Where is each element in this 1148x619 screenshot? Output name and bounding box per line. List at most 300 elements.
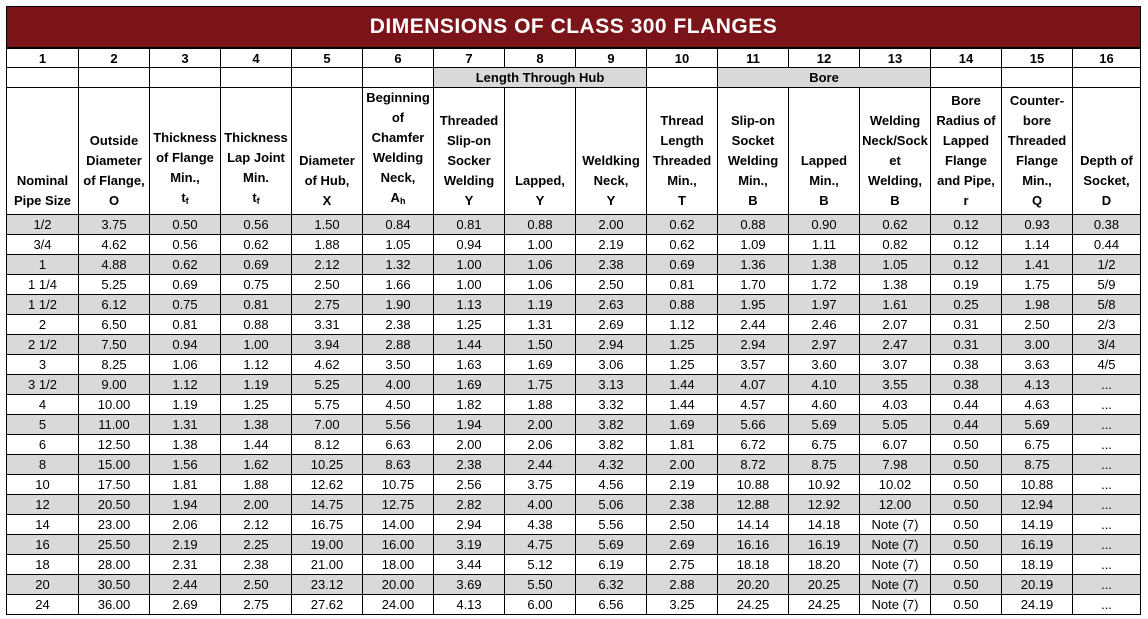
table-cell: 0.50 — [931, 515, 1002, 535]
table-cell: 0.50 — [931, 475, 1002, 495]
table-cell: 4.13 — [1002, 375, 1073, 395]
table-cell: 0.38 — [931, 375, 1002, 395]
table-cell: 1.14 — [1002, 235, 1073, 255]
table-cell: 3.75 — [505, 475, 576, 495]
symbol-subscript: f — [185, 196, 189, 206]
table-title: DIMENSIONS OF CLASS 300 FLANGES — [6, 6, 1141, 48]
table-cell: 5.25 — [79, 275, 150, 295]
table-cell: 16.16 — [718, 535, 789, 555]
table-cell: 1.19 — [505, 295, 576, 315]
column-header — [1002, 88, 1073, 215]
table-cell: 0.44 — [931, 415, 1002, 435]
table-cell: 1.38 — [221, 415, 292, 435]
table-cell: 4.00 — [363, 375, 434, 395]
table-cell: 1.41 — [1002, 255, 1073, 275]
header-line: Counter- — [1009, 93, 1065, 108]
table-cell: 18.20 — [789, 555, 860, 575]
table-cell: 16.19 — [1002, 535, 1073, 555]
table-cell: 6.72 — [718, 435, 789, 455]
table-cell: 24.00 — [363, 595, 434, 615]
group-empty-cell — [1002, 68, 1073, 88]
table-cell: 0.69 — [221, 255, 292, 275]
column-header — [7, 88, 79, 215]
table-row — [7, 575, 1141, 595]
table-cell: 4.07 — [718, 375, 789, 395]
table-cell: 10.75 — [363, 475, 434, 495]
table-cell: 1.88 — [221, 475, 292, 495]
column-number: 2 — [79, 49, 150, 68]
table-cell: 2.19 — [576, 235, 647, 255]
symbol-text: Y — [606, 193, 616, 208]
table-cell: 0.93 — [1002, 215, 1073, 235]
table-row — [7, 255, 1141, 275]
table-cell: ... — [1073, 455, 1141, 475]
symbol-text: r — [963, 193, 969, 208]
table-cell: 1.31 — [505, 315, 576, 335]
table-cell: 24.19 — [1002, 595, 1073, 615]
table-cell: 6.19 — [576, 555, 647, 575]
table-cell: 1.66 — [363, 275, 434, 295]
table-cell: 5.56 — [576, 515, 647, 535]
header-line: Slip-on — [730, 113, 776, 128]
header-line: Bore — [951, 93, 981, 108]
table-cell: 3.25 — [647, 595, 718, 615]
group-empty-cell — [7, 68, 79, 88]
table-cell: 3.13 — [576, 375, 647, 395]
table-cell: 2.31 — [150, 555, 221, 575]
header-line: bore — [1022, 113, 1052, 128]
header-line: Welding — [727, 153, 779, 168]
table-cell: 1/2 — [1073, 255, 1141, 275]
table-cell: 8.25 — [79, 355, 150, 375]
table-cell: 0.88 — [505, 215, 576, 235]
table-cell: 0.19 — [931, 275, 1002, 295]
table-cell: 1.31 — [150, 415, 221, 435]
table-cell: 6.12 — [79, 295, 150, 315]
header-line: Nominal — [16, 173, 69, 188]
table-cell: Note (7) — [860, 575, 931, 595]
pipe-size-cell: 3 — [7, 355, 79, 375]
table-cell: 1.88 — [505, 395, 576, 415]
column-number-row — [7, 49, 1141, 68]
column-number: 7 — [434, 49, 505, 68]
column-number: 9 — [576, 49, 647, 68]
table-cell: 8.12 — [292, 435, 363, 455]
column-header — [505, 88, 576, 215]
table-cell: 1.19 — [150, 395, 221, 415]
table-cell: 5.06 — [576, 495, 647, 515]
table-cell: 1.25 — [221, 395, 292, 415]
header-line: Socker — [447, 153, 491, 168]
header-line: Lap Joint — [227, 150, 285, 165]
table-cell: 1.62 — [221, 455, 292, 475]
table-cell: 10.00 — [79, 395, 150, 415]
table-cell: 0.12 — [931, 255, 1002, 275]
table-cell: 0.88 — [718, 215, 789, 235]
table-cell: 2.50 — [1002, 315, 1073, 335]
table-cell: 0.44 — [931, 395, 1002, 415]
table-row — [7, 275, 1141, 295]
table-cell: 3.82 — [576, 415, 647, 435]
table-cell: 2.38 — [221, 555, 292, 575]
table-cell: 1.98 — [1002, 295, 1073, 315]
table-cell: 12.62 — [292, 475, 363, 495]
table-cell: 4/5 — [1073, 355, 1141, 375]
table-cell: 3.07 — [860, 355, 931, 375]
header-line: of Hub, — [304, 173, 350, 188]
table-cell: ... — [1073, 555, 1141, 575]
table-cell: 4.57 — [718, 395, 789, 415]
pipe-size-cell: 16 — [7, 535, 79, 555]
column-header — [79, 88, 150, 215]
table-cell: 6.07 — [860, 435, 931, 455]
header-symbol — [789, 191, 859, 211]
table-cell: 24.25 — [718, 595, 789, 615]
header-line: Min., — [170, 170, 200, 185]
table-cell: 1.06 — [505, 255, 576, 275]
header-symbol — [434, 191, 504, 211]
table-cell: 4.63 — [1002, 395, 1073, 415]
table-cell: 4.38 — [505, 515, 576, 535]
table-row — [7, 455, 1141, 475]
table-cell: 1.25 — [647, 335, 718, 355]
table-cell: 2.12 — [221, 515, 292, 535]
column-number: 6 — [363, 49, 434, 68]
table-cell: 0.56 — [221, 215, 292, 235]
table-cell: 0.38 — [1073, 215, 1141, 235]
symbol-subscript: f — [256, 196, 260, 206]
table-cell: 1.00 — [434, 255, 505, 275]
table-cell: 20.19 — [1002, 575, 1073, 595]
table-cell: 19.00 — [292, 535, 363, 555]
table-cell: 16.19 — [789, 535, 860, 555]
table-cell: 5/8 — [1073, 295, 1141, 315]
table-cell: 7.00 — [292, 415, 363, 435]
pipe-size-cell: 20 — [7, 575, 79, 595]
table-cell: 0.50 — [931, 595, 1002, 615]
table-cell: 2.75 — [292, 295, 363, 315]
header-line: Flange — [945, 153, 987, 168]
pipe-size-cell: 2 1/2 — [7, 335, 79, 355]
table-cell: 1.44 — [434, 335, 505, 355]
header-line: of — [391, 110, 405, 125]
table-cell: ... — [1073, 515, 1141, 535]
table-cell: 30.50 — [79, 575, 150, 595]
table-cell: 18.00 — [363, 555, 434, 575]
table-cell: 8.75 — [789, 455, 860, 475]
table-cell: 8.63 — [363, 455, 434, 475]
table-cell: 7.98 — [860, 455, 931, 475]
table-cell: 0.75 — [150, 295, 221, 315]
table-cell: 2.44 — [718, 315, 789, 335]
table-cell: 36.00 — [79, 595, 150, 615]
group-length-through-hub: Length Through Hub — [434, 68, 647, 88]
table-cell: 0.62 — [647, 215, 718, 235]
table-cell: 14.75 — [292, 495, 363, 515]
table-cell: 16.00 — [363, 535, 434, 555]
table-cell: 1.82 — [434, 395, 505, 415]
table-cell: 2.46 — [789, 315, 860, 335]
table-cell: 25.50 — [79, 535, 150, 555]
header-line: Min., — [667, 173, 697, 188]
table-cell: 7.50 — [79, 335, 150, 355]
symbol-text: A — [390, 190, 400, 205]
table-cell: 2.19 — [647, 475, 718, 495]
table-cell: 2.38 — [576, 255, 647, 275]
table-cell: 0.25 — [931, 295, 1002, 315]
table-cell: 0.56 — [150, 235, 221, 255]
table-cell: 12.92 — [789, 495, 860, 515]
column-header — [647, 88, 718, 215]
header-line: Socket, — [1083, 173, 1130, 188]
header-symbol — [576, 191, 646, 211]
table-row — [7, 515, 1141, 535]
header-symbol — [79, 191, 149, 211]
table-cell: 2.88 — [363, 335, 434, 355]
pipe-size-cell: 8 — [7, 455, 79, 475]
table-row — [7, 315, 1141, 335]
group-header-row — [7, 68, 1141, 88]
table-cell: 20.20 — [718, 575, 789, 595]
table-row — [7, 535, 1141, 555]
table-cell: 14.00 — [363, 515, 434, 535]
column-number: 11 — [718, 49, 789, 68]
table-cell: 0.94 — [434, 235, 505, 255]
table-cell: 16.75 — [292, 515, 363, 535]
table-cell: 12.88 — [718, 495, 789, 515]
table-cell: 0.50 — [931, 495, 1002, 515]
header-line: Thread — [660, 113, 704, 128]
table-cell: Note (7) — [860, 595, 931, 615]
table-cell: 0.50 — [931, 535, 1002, 555]
column-header — [363, 88, 434, 215]
table-cell: 2.69 — [150, 595, 221, 615]
table-cell: 10.92 — [789, 475, 860, 495]
table-cell: 5.50 — [505, 575, 576, 595]
table-cell: 1.50 — [292, 215, 363, 235]
table-cell: 5/9 — [1073, 275, 1141, 295]
table-cell: ... — [1073, 475, 1141, 495]
table-cell: 1.72 — [789, 275, 860, 295]
group-empty-cell — [150, 68, 221, 88]
column-number: 8 — [505, 49, 576, 68]
table-cell: 28.00 — [79, 555, 150, 575]
pipe-size-cell: 1 1/2 — [7, 295, 79, 315]
table-cell: 2.94 — [718, 335, 789, 355]
header-symbol — [150, 188, 220, 211]
table-cell: 1.94 — [150, 495, 221, 515]
table-cell: 2.69 — [647, 535, 718, 555]
header-line: Min., — [1022, 173, 1052, 188]
pipe-size-cell: 3 1/2 — [7, 375, 79, 395]
table-cell: 2.00 — [647, 455, 718, 475]
table-cell: 1.44 — [221, 435, 292, 455]
header-line: Thickness — [153, 130, 217, 145]
header-line: Radius of — [936, 113, 996, 128]
table-cell: 0.69 — [150, 275, 221, 295]
table-cell: 12.50 — [79, 435, 150, 455]
column-number: 12 — [789, 49, 860, 68]
table-cell: 3.60 — [789, 355, 860, 375]
table-cell: 1.95 — [718, 295, 789, 315]
table-cell: 23.00 — [79, 515, 150, 535]
table-cell: 1.38 — [860, 275, 931, 295]
column-number: 14 — [931, 49, 1002, 68]
table-cell: 3.55 — [860, 375, 931, 395]
table-cell: 5.69 — [1002, 415, 1073, 435]
table-cell: 10.88 — [718, 475, 789, 495]
table-cell: 12.94 — [1002, 495, 1073, 515]
table-cell: 3.44 — [434, 555, 505, 575]
table-cell: Note (7) — [860, 515, 931, 535]
table-row — [7, 355, 1141, 375]
table-cell: ... — [1073, 415, 1141, 435]
header-line: Depth of — [1080, 153, 1133, 168]
pipe-size-cell: 12 — [7, 495, 79, 515]
table-cell: 24.25 — [789, 595, 860, 615]
table-cell: 0.62 — [860, 215, 931, 235]
table-cell: 2.50 — [647, 515, 718, 535]
symbol-text: O — [108, 193, 120, 208]
column-header — [1073, 88, 1141, 215]
table-cell: 3.63 — [1002, 355, 1073, 375]
table-cell: 4.62 — [79, 235, 150, 255]
table-cell: 1.69 — [647, 415, 718, 435]
table-cell: 2.50 — [221, 575, 292, 595]
column-header — [576, 88, 647, 215]
table-cell: 3.94 — [292, 335, 363, 355]
pipe-size-cell: 3/4 — [7, 235, 79, 255]
symbol-text: t — [181, 190, 186, 205]
table-cell: 23.12 — [292, 575, 363, 595]
header-line: Welding — [869, 113, 921, 128]
table-cell: 2.06 — [150, 515, 221, 535]
table-cell: 1.94 — [434, 415, 505, 435]
table-cell: 2/3 — [1073, 315, 1141, 335]
column-header — [718, 88, 789, 215]
table-cell: 0.75 — [221, 275, 292, 295]
column-header — [434, 88, 505, 215]
table-cell: 1.05 — [860, 255, 931, 275]
header-line: Chamfer — [371, 130, 425, 145]
header-line: Min., — [809, 173, 839, 188]
header-symbol — [292, 191, 362, 211]
table-cell: 2.00 — [505, 415, 576, 435]
table-cell: ... — [1073, 595, 1141, 615]
pipe-size-cell: 2 — [7, 315, 79, 335]
table-cell: 0.90 — [789, 215, 860, 235]
group-bore: Bore — [718, 68, 931, 88]
header-line: Length — [660, 133, 704, 148]
table-cell: 2.50 — [292, 275, 363, 295]
header-line: Neck, — [380, 170, 416, 185]
header-line: Neck/Sock — [862, 133, 928, 148]
table-cell: 1.36 — [718, 255, 789, 275]
table-cell: 2.00 — [434, 435, 505, 455]
table-cell: 1.44 — [647, 375, 718, 395]
group-empty-cell — [221, 68, 292, 88]
header-symbol — [1002, 191, 1072, 211]
table-cell: 21.00 — [292, 555, 363, 575]
table-cell: 2.69 — [576, 315, 647, 335]
table-cell: 1.12 — [221, 355, 292, 375]
table-cell: 2.97 — [789, 335, 860, 355]
table-row — [7, 215, 1141, 235]
table-cell: 20.25 — [789, 575, 860, 595]
table-cell: Note (7) — [860, 535, 931, 555]
table-cell: 20.00 — [363, 575, 434, 595]
table-cell: 1.12 — [150, 375, 221, 395]
table-row — [7, 415, 1141, 435]
table-cell: 1.81 — [150, 475, 221, 495]
table-cell: 1.44 — [647, 395, 718, 415]
header-line: Diameter — [86, 153, 142, 168]
table-cell: 1.88 — [292, 235, 363, 255]
column-number: 4 — [221, 49, 292, 68]
table-cell: 1.38 — [150, 435, 221, 455]
header-line: Welding — [372, 150, 424, 165]
table-cell: 0.82 — [860, 235, 931, 255]
table-cell: 2.44 — [505, 455, 576, 475]
group-empty-cell — [292, 68, 363, 88]
symbol-text: Q — [1031, 193, 1043, 208]
table-cell: 12.75 — [363, 495, 434, 515]
pipe-size-cell: 1 — [7, 255, 79, 275]
header-symbol — [1073, 191, 1140, 211]
table-cell: 0.62 — [150, 255, 221, 275]
table-cell: 0.12 — [931, 235, 1002, 255]
table-row — [7, 335, 1141, 355]
symbol-text: B — [748, 193, 758, 208]
table-cell: 2.94 — [434, 515, 505, 535]
header-symbol — [505, 191, 575, 211]
table-cell: 4.60 — [789, 395, 860, 415]
symbol-text: X — [322, 193, 332, 208]
table-row — [7, 395, 1141, 415]
table-row — [7, 475, 1141, 495]
table-cell: 14.18 — [789, 515, 860, 535]
table-cell: 1.69 — [505, 355, 576, 375]
symbol-text: t — [252, 190, 257, 205]
table-cell: 1.25 — [434, 315, 505, 335]
table-cell: 4.32 — [576, 455, 647, 475]
symbol-text: T — [678, 193, 686, 208]
table-cell: 2.44 — [150, 575, 221, 595]
table-row — [7, 295, 1141, 315]
header-line: Weldking — [582, 153, 640, 168]
table-cell: 0.81 — [647, 275, 718, 295]
table-cell: 0.44 — [1073, 235, 1141, 255]
header-line: Slip-on — [446, 133, 492, 148]
table-cell: 4.75 — [505, 535, 576, 555]
table-cell: 2.75 — [647, 555, 718, 575]
table-cell: 2.88 — [647, 575, 718, 595]
table-cell: 2.12 — [292, 255, 363, 275]
header-line: Lapped, — [515, 173, 565, 188]
table-cell: 8.72 — [718, 455, 789, 475]
header-line: Outside — [89, 133, 139, 148]
table-cell: 5.25 — [292, 375, 363, 395]
column-header — [860, 88, 931, 215]
table-cell: 0.81 — [434, 215, 505, 235]
table-cell: 2.38 — [647, 495, 718, 515]
header-line: of Flange, — [83, 173, 145, 188]
table-row — [7, 555, 1141, 575]
symbol-text: Y — [535, 193, 545, 208]
group-empty-cell — [1073, 68, 1141, 88]
table-cell: 1.12 — [647, 315, 718, 335]
table-cell: 1.38 — [789, 255, 860, 275]
